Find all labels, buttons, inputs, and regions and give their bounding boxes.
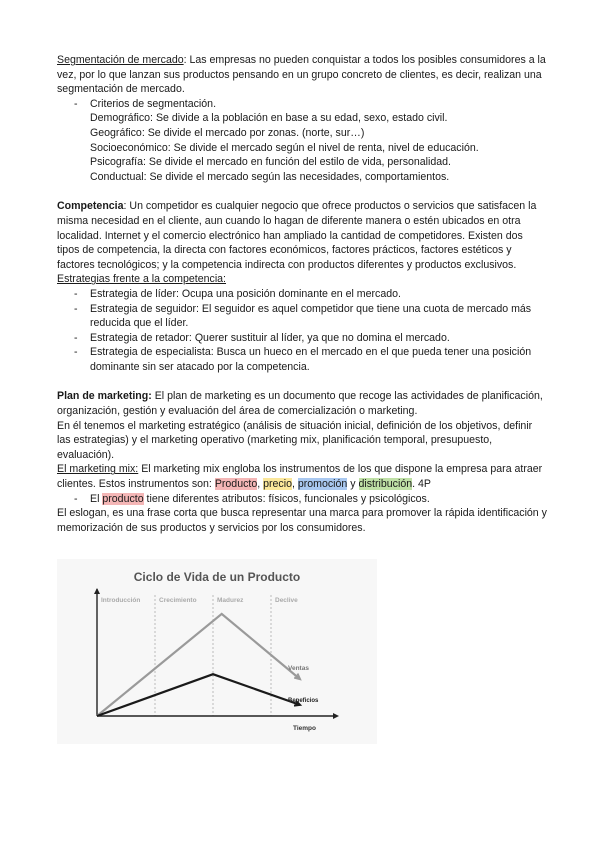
series-label: Beneficios xyxy=(288,697,319,704)
y-axis-arrow xyxy=(94,588,100,594)
criterio-line: Conductual: Se divide el mercado según las necesidades, comportamientos. xyxy=(90,170,450,183)
marketing-mix-paragraph: El marketing mix: El marketing mix engloba los instrumentos de los que dispone la empresa para atraer clientes. Estos instrumentos son: Producto, precio, promoción y distribución. 4P xyxy=(57,463,543,491)
highlight-promocion: promoción xyxy=(297,478,348,491)
x-axis-arrow xyxy=(333,713,339,719)
marketing-title: Plan de marketing: xyxy=(57,390,152,403)
highlight-distribucion: distribución xyxy=(358,478,413,491)
product-life-cycle-chart xyxy=(57,559,377,744)
estrategia-text: Estrategia de seguidor: El seguidor es aquel competidor que tiene una cuota de mercado más reducida que el líder. xyxy=(90,302,532,330)
estrategia-text: Estrategia de líder: Ocupa una posición dominante en el mercado. xyxy=(90,287,401,300)
segmentacion-intro: : Las empresas no pueden conquistar a todos los posibles consumidores a la vez, por lo que lanzan sus productos pensando en un grupo concreto de clientes, es decir, realizan una segmentación de mercado. xyxy=(57,54,546,96)
competencia-text: : Un competidor es cualquier negocio que ofrece productos o servicios que satisfacen la misma necesidad en el cliente, aun cuando lo hagan de diferente manera o estén ubicados en otra localidad. Internet y el comercio electrónico han ampliado la cantidad de competidores. Existen dos tipos de competencia, la directa con factores económicos, factores prácticos, factores estéticos y factores tecnológicos; y la competencia indirecta con productos diferentes y productos exclusivos. xyxy=(57,200,537,271)
marketing-text2: En él tenemos el marketing estratégico (análisis de situación inicial, definición de los objetivos, definir las estrategias) y el marketing operativo (marketing mix, planificación temporal, presupuesto, evaluación). xyxy=(57,419,533,461)
series-label: Ventas xyxy=(288,665,309,673)
criterio-line: Socioeconómico: Se divide el mercado según el nivel de renta, nivel de educación. xyxy=(90,141,479,154)
competencia-paragraph xyxy=(57,199,547,272)
criterio-line: Demográfico: Se divide a la población en base a su edad, sexo, estado civil. xyxy=(90,112,448,125)
eslogan-paragraph: El eslogan, es una frase corta que busca representar una marca para promover la rápida identificación y memorización de sus productos y servicios por los consumidores. xyxy=(57,507,547,534)
marketing-text1: El plan de marketing es un documento que recoge las actividades de planificación, organización, gestión y evaluación del área de comercialización o marketing. xyxy=(57,390,543,418)
highlight-producto-2: producto xyxy=(102,492,144,505)
criterio-line: Geográfico: Se divide el mercado por zonas. (norte, sur…) xyxy=(90,126,365,139)
marketing-mix-title: El marketing mix: xyxy=(57,463,139,476)
series-line-ventas xyxy=(97,614,300,716)
marketing-mix-end: . 4P xyxy=(412,478,431,491)
list-item: - Estrategia de especialista: Busca un hueco en el mercado en el que pueda tener una posición dominante sin ser atacado por la competencia. xyxy=(74,346,532,373)
list-item: - Estrategia de líder: Ocupa una posición dominante en el mercado. xyxy=(74,287,401,300)
series-line-beneficios xyxy=(97,674,300,716)
highlight-precio: precio xyxy=(263,478,292,491)
estrategia-text: Estrategia de retador: Querer sustituir al líder, ya que no domina el mercado. xyxy=(90,331,450,344)
x-axis-label: Tiempo xyxy=(293,725,316,732)
list-item: - Estrategia de seguidor: El seguidor es aquel competidor que tiene una cuota de mercado más reducida que el líder. xyxy=(74,302,532,330)
list-item: - El producto tiene diferentes atributos: físicos, funcionales y psicológicos. xyxy=(74,492,430,505)
document-body xyxy=(57,53,547,535)
estrategia-text: Estrategia de especialista: Busca un hueco en el mercado en el que pueda tener una posición dominante sin ser atacado por la competencia. xyxy=(90,346,532,373)
chart-svg xyxy=(57,559,377,744)
marketing-paragraph xyxy=(57,389,547,418)
criterio-line: Psicografía: Se divide el mercado en función del estilo de vida, personalidad. xyxy=(90,156,451,169)
phase-label: Madurez xyxy=(217,597,244,604)
chart-title: Ciclo de Vida de un Producto xyxy=(133,570,301,584)
estrategias-title: Estrategias frente a la competencia: xyxy=(57,273,227,286)
phase-label: Declive xyxy=(275,597,298,604)
segmentacion-bullet: Criterios de segmentación. xyxy=(90,97,217,110)
list-item: - Criterios de segmentación. xyxy=(74,97,217,110)
competencia-title: Competencia xyxy=(57,200,124,213)
phase-label: Introducción xyxy=(101,597,141,604)
highlight-producto: Producto xyxy=(214,478,258,491)
list-item: - Estrategia de retador: Querer sustituir al líder, ya que no domina el mercado. xyxy=(74,331,450,344)
phase-label: Crecimiento xyxy=(159,597,197,604)
marketing-mix-text: El marketing mix engloba los instrumentos de los que dispone la empresa para atraer clientes. Estos instrumentos son: xyxy=(57,463,543,491)
segmentacion-paragraph xyxy=(57,53,547,97)
segmentacion-title: Segmentación de mercado xyxy=(57,54,184,66)
